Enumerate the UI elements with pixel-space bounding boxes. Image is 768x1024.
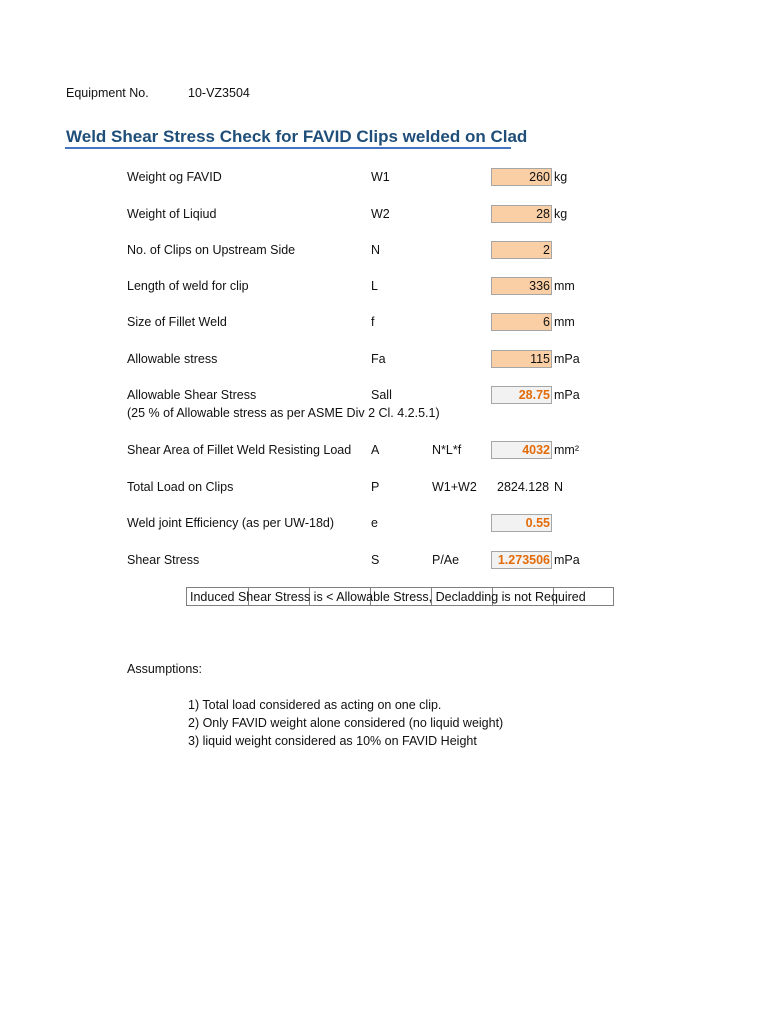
row-formula: W1+W2 — [432, 480, 477, 494]
row-label: Allowable Shear Stress — [127, 388, 257, 402]
row-symbol: L — [371, 279, 378, 293]
n-input-cell[interactable]: 2 — [491, 241, 552, 259]
row-symbol: N — [371, 243, 381, 257]
row-label: Length of weld for clip — [127, 279, 249, 293]
row-symbol: f — [371, 315, 375, 329]
row-label: Allowable stress — [127, 352, 218, 366]
row-unit: mm — [554, 315, 575, 329]
row-unit: N — [554, 480, 564, 494]
assumptions-heading: Assumptions: — [127, 662, 203, 676]
row-symbol: P — [371, 480, 380, 494]
row-label: Shear Area of Fillet Weld Resisting Load — [127, 443, 352, 457]
allowable-note: (25 % of Allowable stress as per ASME Div 2 Cl. 4.2.5.1) — [127, 406, 440, 420]
row-unit: kg — [554, 170, 568, 184]
w1-input-cell[interactable]: 260 — [491, 168, 552, 186]
row-label: Weld joint Efficiency (as per UW-18d) — [127, 516, 335, 530]
row-symbol: A — [371, 443, 380, 457]
row-label: Weight of Liqiud — [127, 207, 217, 221]
row-label: Shear Stress — [127, 553, 200, 567]
row-symbol: W2 — [371, 207, 390, 221]
assumption-item: 1) Total load considered as acting on one clip. — [188, 698, 442, 712]
result-banner — [186, 587, 614, 606]
row-label: Total Load on Clips — [127, 480, 234, 494]
w2-input-cell[interactable]: 28 — [491, 205, 552, 223]
page-title: Weld Shear Stress Check for FAVID Clips welded on Clad — [66, 127, 528, 146]
row-unit: mPa — [554, 553, 580, 567]
title-underline — [65, 147, 511, 149]
e-output-cell[interactable]: 0.55 — [491, 514, 552, 532]
row-symbol: e — [371, 516, 378, 530]
equipment-label: Equipment No. — [66, 86, 149, 100]
sall-output-cell[interactable]: 28.75 — [491, 386, 552, 404]
row-symbol: Fa — [371, 352, 386, 366]
row-symbol: Sall — [371, 388, 392, 402]
result-text: Induced Shear Stress is < Allowable Stress, Decladding is not Required — [190, 590, 586, 604]
row-label: Size of Fillet Weld — [127, 315, 227, 329]
assumption-item: 2) Only FAVID weight alone considered (no liquid weight) — [188, 716, 504, 730]
row-unit: kg — [554, 207, 568, 221]
row-formula: P/Ae — [432, 553, 460, 567]
l-input-cell[interactable]: 336 — [491, 277, 552, 295]
row-unit: mm² — [554, 443, 579, 457]
fa-input-cell[interactable]: 115 — [491, 350, 552, 368]
assumption-item: 3) liquid weight considered as 10% on FAVID Height — [188, 734, 477, 748]
equipment-value: 10-VZ3504 — [188, 86, 250, 100]
f-input-cell[interactable]: 6 — [491, 313, 552, 331]
row-unit: mPa — [554, 352, 580, 366]
row-formula: N*L*f — [432, 443, 462, 457]
p-value-cell[interactable]: 2824.128 — [497, 480, 550, 494]
row-symbol: S — [371, 553, 380, 567]
row-unit: mPa — [554, 388, 580, 402]
row-label: No. of Clips on Upstream Side — [127, 243, 296, 257]
row-unit: mm — [554, 279, 575, 293]
row-label: Weight og FAVID — [127, 170, 222, 184]
row-symbol: W1 — [371, 170, 390, 184]
a-output-cell[interactable]: 4032 — [491, 441, 552, 459]
s-output-cell[interactable]: 1.273506 — [491, 551, 552, 569]
